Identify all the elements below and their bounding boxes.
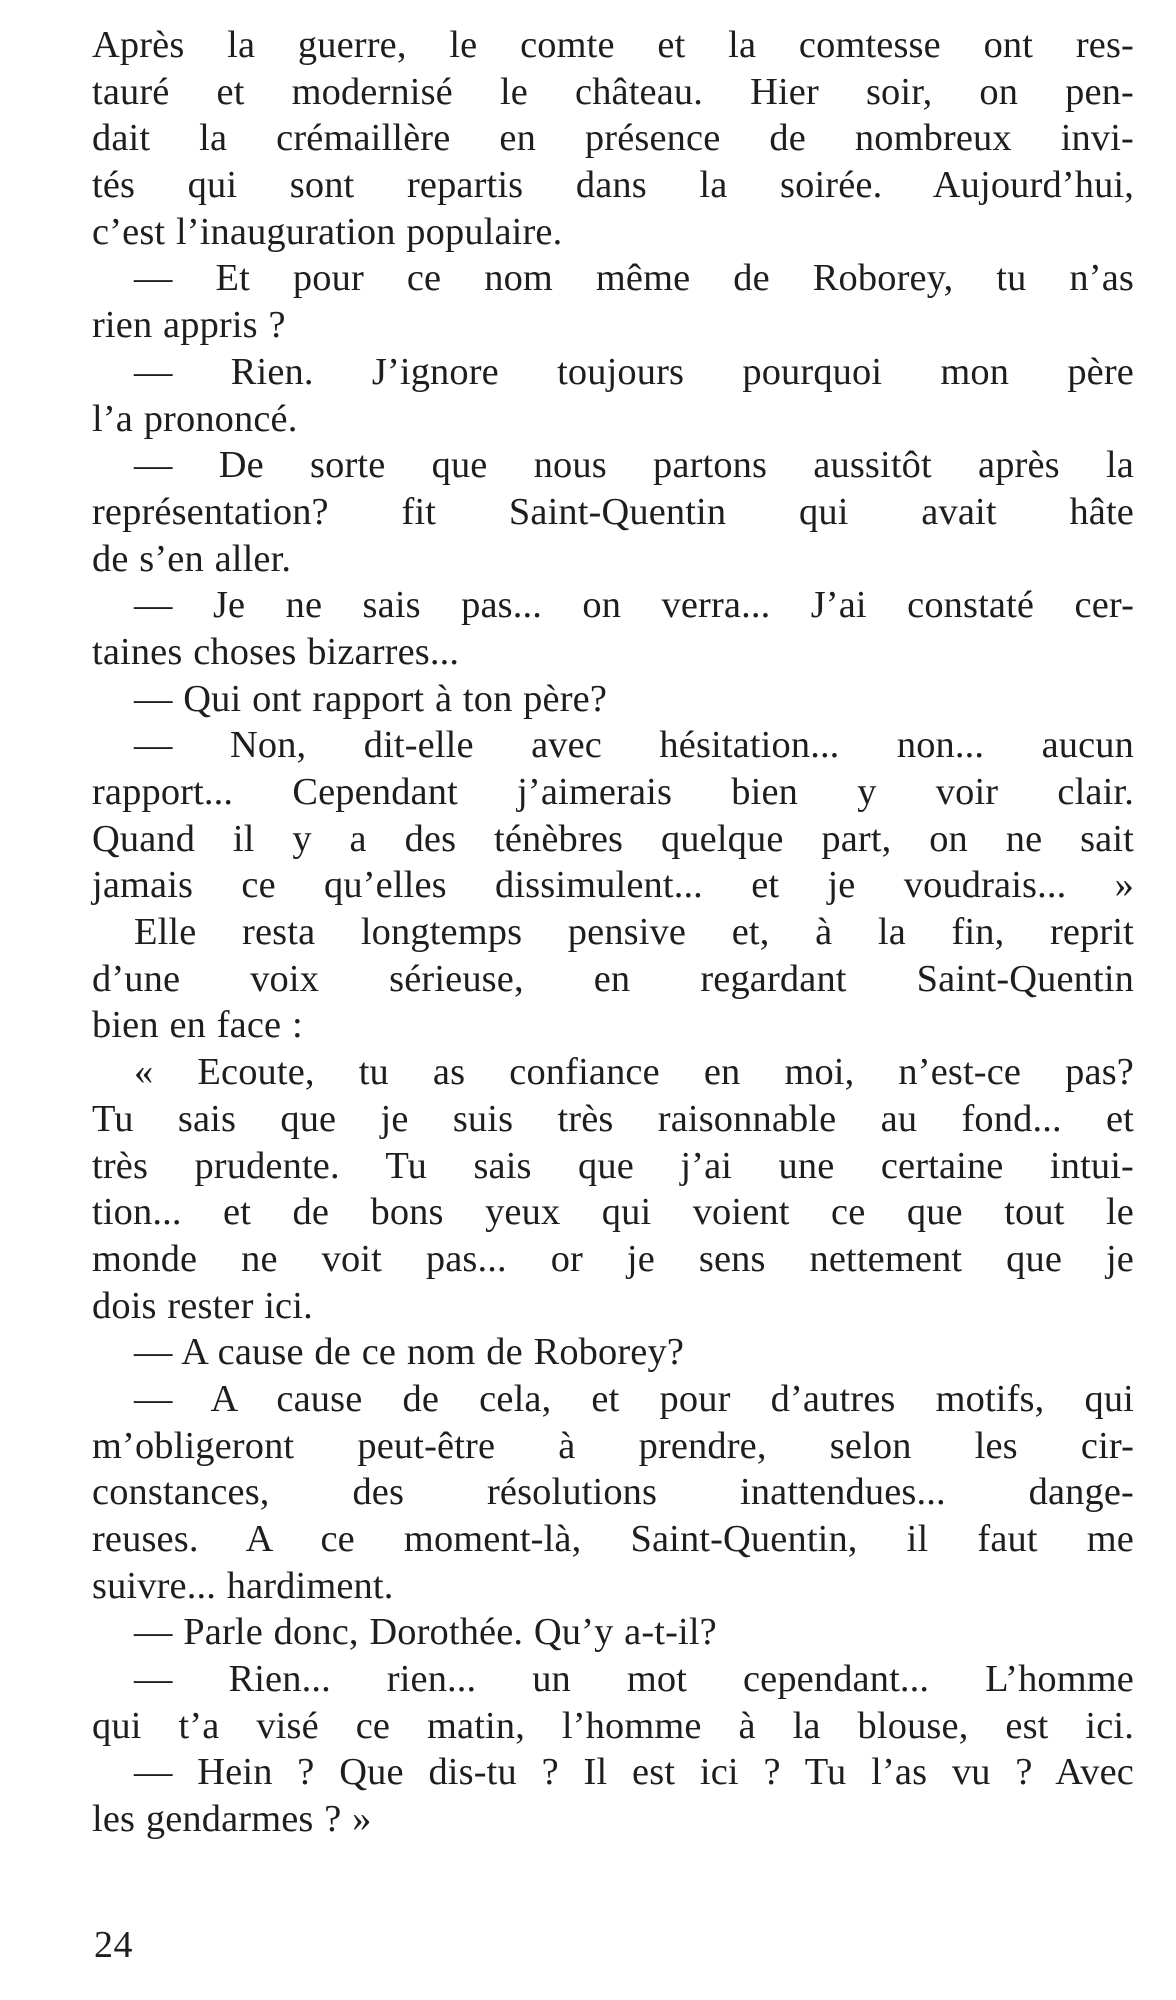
text-line: — Et pour ce nom même de Roborey, tu n’as <box>134 257 1134 300</box>
text-line: très prudente. Tu sais que j’ai une certaine intui- <box>92 1144 1134 1187</box>
text-line: rapport... Cependant j’aimerais bien y voir clair. <box>92 771 1134 813</box>
text-line: — A cause de cela, et pour d’autres motifs, qui <box>134 1377 1134 1420</box>
text-line: reuses. A ce moment-là, Saint-Quentin, il faut me <box>92 1518 1134 1560</box>
text-line: les gendarmes ? » <box>92 1798 372 1841</box>
text-line: — Parle donc, Dorothée. Qu’y a-t-il? <box>134 1611 717 1654</box>
text-line: d’une voix sérieuse, en regardant Saint-Quentin <box>92 957 1134 1000</box>
text-line: m’obligeront peut-être à prendre, selon les cir- <box>92 1424 1134 1467</box>
text-line: de s’en aller. <box>92 537 292 580</box>
text-line: — Qui ont rapport à ton père? <box>134 677 608 720</box>
text-line: « Ecoute, tu as confiance en moi, n’est-ce pas? <box>134 1051 1134 1094</box>
text-line: monde ne voit pas... or je sens nettement que je <box>92 1237 1134 1280</box>
text-line: — Je ne sais pas... on verra... J’ai constaté cer- <box>134 584 1134 627</box>
text-line: — Rien. J’ignore toujours pourquoi mon père <box>134 350 1134 393</box>
text-line: — Hein ? Que dis-tu ? Il est ici ? Tu l’as vu ? Avec <box>134 1751 1134 1794</box>
text-line: taines choses bizarres... <box>92 630 460 673</box>
text-line: rien appris ? <box>92 304 286 347</box>
text-line: — De sorte que nous partons aussitôt après la <box>134 444 1134 487</box>
text-line: tion... et de bons yeux qui voient ce que tout le <box>92 1191 1134 1234</box>
text-line: constances, des résolutions inattendues... dange- <box>92 1471 1134 1514</box>
text-line: Tu sais que je suis très raisonnable au fond... et <box>92 1097 1134 1140</box>
text-line: dait la crémaillère en présence de nombreux invi- <box>92 117 1134 160</box>
body-text <box>92 22 1134 1843</box>
text-line: jamais ce qu’elles dissimulent... et je voudrais... » <box>92 864 1134 907</box>
text-line: tés qui sont repartis dans la soirée. Aujourd’hui, <box>92 164 1134 207</box>
text-line: c’est l’inauguration populaire. <box>92 210 563 253</box>
text-line: qui t’a visé ce matin, l’homme à la blouse, est ici. <box>92 1704 1134 1747</box>
text-line: dois rester ici. <box>92 1284 313 1327</box>
text-line: Après la guerre, le comte et la comtesse ont res- <box>92 24 1134 66</box>
text-line: Quand il y a des ténèbres quelque part, on ne sait <box>92 817 1134 860</box>
text-line: bien en face : <box>92 1004 303 1047</box>
page-number: 24 <box>94 1924 133 1966</box>
text-line: suivre... hardiment. <box>92 1564 394 1607</box>
text-line: tauré et modernisé le château. Hier soir, on pen- <box>92 70 1134 113</box>
text-line: — A cause de ce nom de Roborey? <box>134 1331 685 1374</box>
text-line: l’a prononcé. <box>92 397 298 440</box>
text-line: — Non, dit-elle avec hésitation... non... aucun <box>134 724 1134 767</box>
text-line: — Rien... rien... un mot cependant... L’homme <box>134 1658 1134 1701</box>
text-line: représentation? fit Saint-Quentin qui avait hâte <box>92 490 1134 533</box>
text-line: Elle resta longtemps pensive et, à la fin, reprit <box>134 911 1134 954</box>
